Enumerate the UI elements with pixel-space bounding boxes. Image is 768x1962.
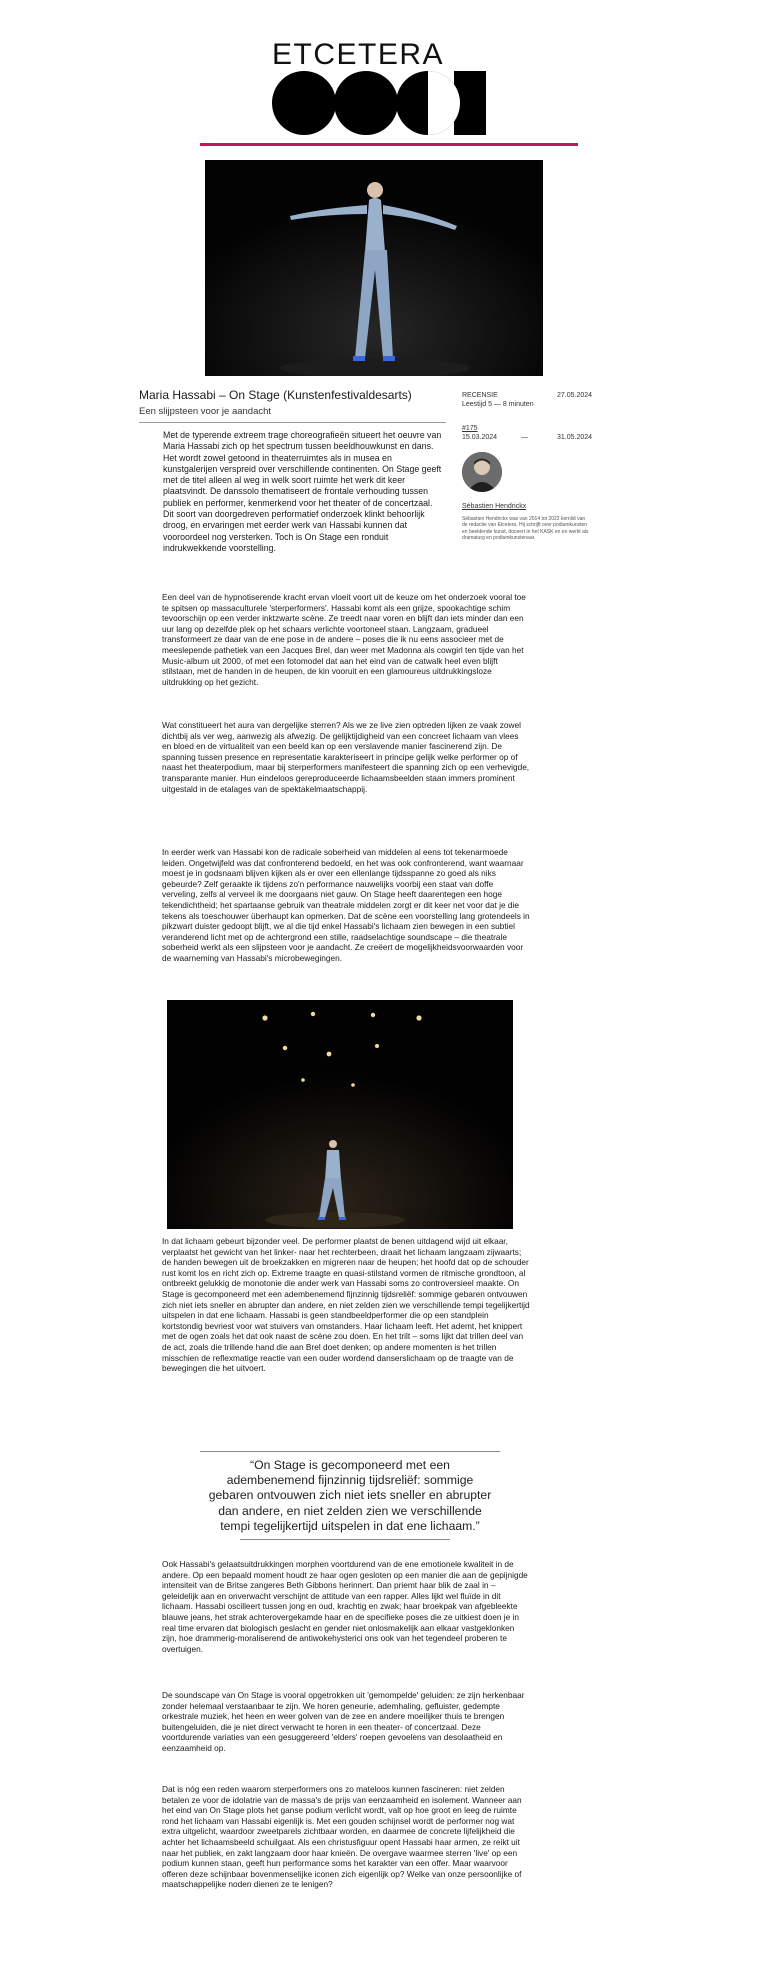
article-subtitle: Een slijpsteen voor je aandacht (139, 406, 272, 417)
period-end: 31.05.2024 (557, 434, 593, 441)
body-paragraph: Dat is nóg een reden waarom sterperformers ons zo mateloos kunnen fascineren: niet zelden betalen ze voor de idolatrie van de massa's de prijs van eenzaamheid en isolement. Wanneer aan het eind van On Stage plots het ganse podium verlicht wordt, valt op hoe groot en leeg de ruimte rond het lichaam van Hassabi eigenlijk is. Met een gouden schijnsel wordt de performer nog wat extra uitgelicht, waardoor zweetparels zichtbaar worden, en daarmee de concrete lijfelijkheid die achter het lichaamsbeeld schuilgaat. Als een christusfiguur opent Hassabi haar armen, ze reikt uit naar het publiek, en zakt langzaam door haar knieën. De overgave waarmee sterren 'live' op een podium kunnen staan, geeft hun performance soms het karakter van een offer. Maar waarvoor offeren deze schijnbaar bovenmenselijke iconen zich eigenlijk op? Welke van onze persoonlijke of maatschappelijke noden dienen ze te lenigen? (162, 1784, 522, 1890)
site-logo-text[interactable]: ETCETERA (272, 38, 445, 71)
masthead-divider (200, 143, 578, 146)
performer-stage-lights-image (167, 1000, 513, 1229)
article-title: Maria Hassabi – On Stage (Kunstenfestivaldesarts) (139, 388, 412, 402)
hero-photo (205, 160, 543, 376)
issue-link[interactable]: #175 (462, 425, 478, 432)
performer-arms-spread-image (205, 160, 543, 376)
author-portrait-image (462, 452, 502, 492)
author-bio: Sébastien Hendrickx was van 2014 tot 2022 kernlid van de redactie van Etcetera. Hij schrijft over podiumkunsten en beeldende kunst, doceert in het KASK en en werkt als dramaturg en podiumkunstenaar. (462, 516, 589, 542)
body-paragraph: In eerder werk van Hassabi kon de radicale soberheid van middelen al eens tot tekenarmoede leiden. Ongetwijfeld was dat confronterend bedoeld, en het was ook confronterend, want waarnaar moest je in godsnaam blijven kijken als er over een ellenlange tijdsspanne zo goed als niks gebeurde? Zelf geraakte ik tijdens zo'n performance nauwelijks voorbij een staat van doffe verveling, zelfs al verveel ik me doorgaans niet gauw. On Stage heeft daarentegen een hoge tekendichtheid; het spartaanse gebruik van theatrale middelen zorgt er dit keer net voor dat je die tekens als toeschouwer überhaupt kan opmerken. Dat de scène een voorstelling lang grotendeels in pikzwart duister gedoopt blijft, we al die tijd enkel Hassabi's lichaam zien bewegen in een subtiel veranderend licht met op de achtergrond een stille, raadselachtige soundscape – die theatrale soberheid werkt als een slijpsteen voor je aandacht. Ze creëert de mogelijkheidsvoorwaarden voor de waarneming van Hassabi's microbewegingen. (162, 847, 530, 963)
body-paragraph: De soundscape van On Stage is vooral opgetrokken uit 'gemompelde' geluiden: ze zijn herkenbaar zonder helemaal verstaanbaar te zijn. We horen geneurie, ademhaling, gefluister, gedempte orkestrale muziek, het heen en weer golven van de zee en andere moeilijker thuis te brengen buitengeluiden, die je niet direct verwacht te horen in een theater- of concertzaal. Deze voortdurende variaties van een gesuggereerd 'elders' roepen gevoelens van desolaatheid en eenzaamheid op. (162, 1690, 525, 1753)
publish-date: 27.05.2024 (557, 392, 593, 399)
quote-rule-top (200, 1451, 500, 1452)
stage-photo (167, 1000, 513, 1229)
pull-quote: “On Stage is gecomponeerd met een adembenemend fijnzinnig tijdsreliëf: sommige gebaren ontvouwen zich niet iets sneller en abrupter dan andere, en niet zelden zien we verschillende tempi tegelijkertijd uitspelen in dat ene lichaam.” (208, 1458, 492, 1533)
body-paragraph: Wat constitueert het aura van dergelijke sterren? Als we ze live zien optreden lijken ze vaak zowel dichtbij als ver weg, aanwezig als afwezig. De gelijktijdigheid van een concreet lichaam van vlees en bloed en de virtualiteit van een beeld kan op een verslavende manier fascinerend zijn. De spanning tussen presence en representatie karakteriseert in principe gelijk welke performer op of naast het theaterpodium, maar bij sterperformers manifesteert die spanning zich op een verhevigde, transparante manier. Hun eindeloos gereproduceerde lichaamsbeelden staan immers prominent uitgestald in de etalages van de spektakelmaatschappij. (162, 720, 530, 794)
etcetera-logo-mark[interactable] (272, 70, 486, 136)
category-label[interactable]: RECENSIE (462, 392, 498, 399)
body-paragraph: Een deel van de hypnotiserende kracht ervan vloeit voort uit de keuze om het onderzoek vooral toe te spitsen op massaculturele 'sterperformers'. Hassabi komt als een grijze, spookachtige schim tevoorschijn op een verder inktzwarte scène. Ze treedt naar voren en blijft dan iets minder dan een uur lang op dezelfde plek op het schaars verlichte voortoneel staan. Langzaam, gradueel transformeert ze daar van de ene pose in de andere – poses die ik nu eens associeer met de meeslepende pathetiek van een Jacques Brel, dan weer met Madonna als cowgirl ten tijde van het Music-album uit 2000, of met een fotomodel dat aan het eind van de catwalk heel even blijft stilstaan, met de handen in de heupen, de kin vooruit en een glamoureus uitdrukkingsloze uitdrukking op het gezicht. (162, 592, 526, 687)
body-paragraph: Ook Hassabi's gelaatsuitdrukkingen morphen voortdurend van de ene emotionele kwaliteit in de andere. Op een bepaald moment houdt ze haar ogen gesloten op een manier die aan de gepijnigde intensiteit van de Britse zangeres Beth Gibbons herinnert. Dan priemt haar blik de zaal in – geleidelijk aan en onverwacht verschijnt de attitude van een rapper. Alles lijkt wel fluïde in dit lichaam. Hassabi oscilleert tussen jong en oud, krachtig en zwak; haar broekpak van afgebleekte blauwe jeans, het strak achterovergekamde haar en de specifieke poses die ze uitkiest doen je in real time ervaren dat biologisch geslacht en gender niet onlosmakelijk aan elkaar vastgeklonken zijn, hoe drammerig-moraliserend de antiwokehysterici ons ook van het tegendeel proberen te overtuigen. (162, 1559, 528, 1654)
intro-paragraph: Met de typerende extreem trage choreografieën situeert het oeuvre van Maria Hassabi zich op het spectrum tussen beeldhouwkunst en dans. Het wordt zowel getoond in theaterruimtes als in musea en kunstgalerijen verspreid over verschillende continenten. On Stage geeft met de titel alleen al weg in welk soort ruimte het werk dit keer plaatsvindt. De danssolo thematiseert de frontale verhouding tussen publiek en performer, kenmerkend voor het theater of de concertzaal. Dit soort van doorgedreven performatief onderzoek klinkt behoorlijk droog, en ervaringen met eerder werk van Hassabi kunnen dat vooroordeel nog versterken. Toch is On Stage een ronduit indrukwekkende voorstelling. (163, 430, 442, 553)
period-separator: — (521, 434, 528, 441)
author-name-link[interactable]: Sébastien Hendrickx (462, 503, 527, 510)
reading-time: Leestijd 5 — 8 minuten (462, 401, 534, 408)
author-avatar[interactable] (462, 452, 502, 492)
body-paragraph: In dat lichaam gebeurt bijzonder veel. De performer plaatst de benen uitdagend wijd uit elkaar, verplaatst het gewicht van het linker- naar het rechterbeen, draait het lichaam langzaam zijwaarts; de handen bewegen uit de broekzakken en migreren naar de heupen; het hoofd dat op de schouder rust komt los en richt zich op. Extreme traagte en quasi-stilstand vormen de ritmische grondtoon, al ontbreekt gelukkig de monotonie die ander werk van Hassabi soms zo controversieel maakte. On Stage is gecomponeerd met een adembenemend fijnzinnig tijdsreliëf: sommige gebaren ontvouwen zich niet iets sneller en abrupter dan andere, en niet zelden zien we verschillende tempi tegelijkertijd uitspelen in dat ene lichaam. Hassabi is geen standbeeldperformer die op een standplein kortstondig bevriest voor wat stuivers van omstanders. Haar lichaam leeft. Het ademt, het knippert met de ogen zoals het dat ook naast de scène zou doen. En het trilt – soms lijkt dat trillen deel van de act, zoals die trillende hand die aan Brel doet denken; op andere momenten is het trillen misschien de reflexmatige reactie van een ouder wordend danserslichaam op de traagte van de bewegingen die het uitvoert. (162, 1236, 530, 1374)
title-divider (139, 422, 446, 423)
quote-rule-bottom (240, 1539, 450, 1540)
period-start: 15.03.2024 (462, 434, 498, 441)
